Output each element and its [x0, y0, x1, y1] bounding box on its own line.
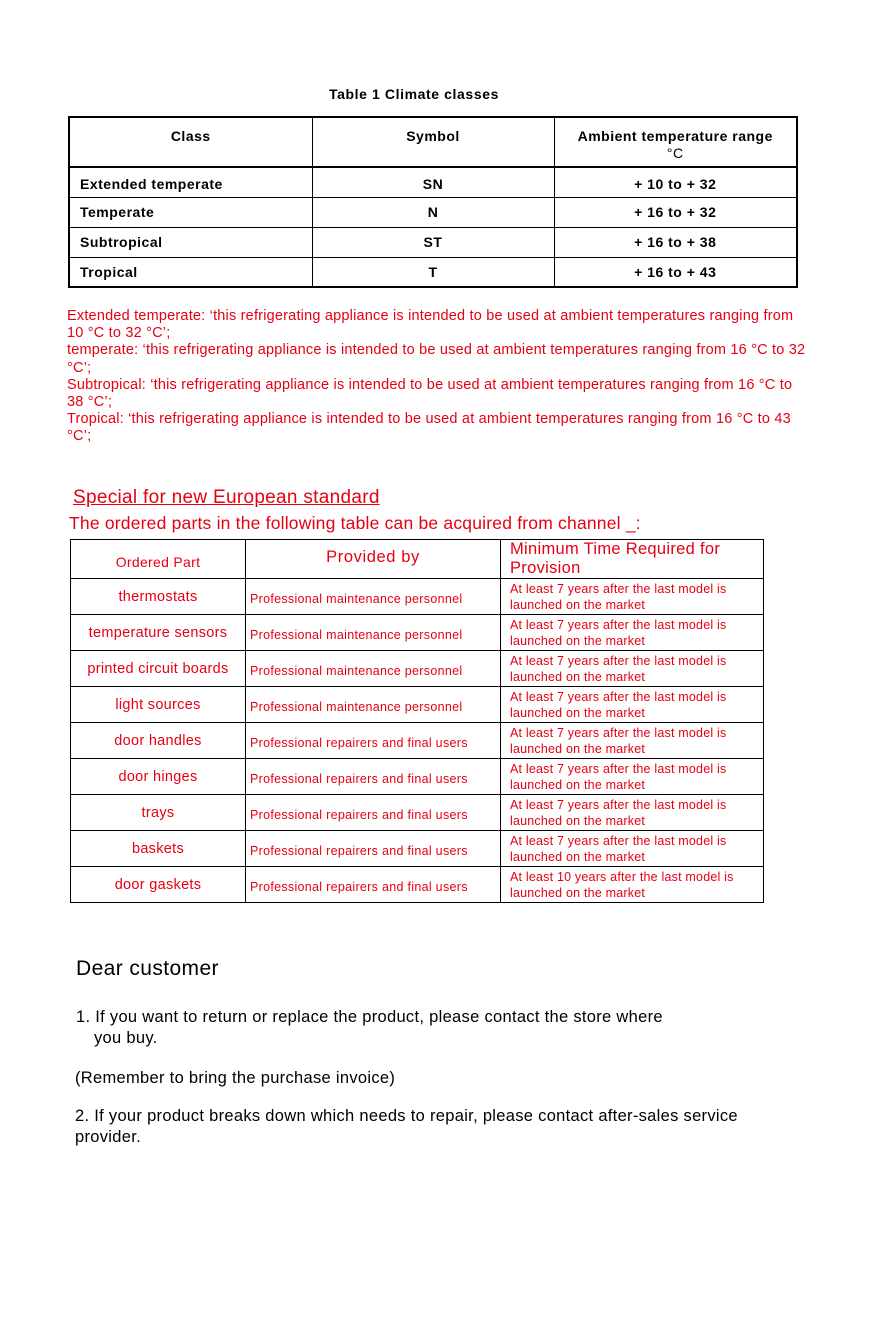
note-tropical: Tropical: ‘this refrigerating appliance is intended to be used at ambient temperatures ranging from 16 °C to 43 °C’;	[67, 411, 791, 445]
eu-standard-heading: Special for new European standard	[73, 487, 380, 508]
part-time: At least 7 years after the last model is launched on the market	[501, 795, 764, 831]
instruction-1-line-1: 1. If you want to return or replace the product, please contact the store where	[76, 1008, 663, 1026]
part-time: At least 10 years after the last model is launched on the market	[501, 867, 764, 903]
table-row	[69, 257, 797, 287]
class-name: Subtropical	[69, 227, 312, 257]
header-provided-by: Provided by	[246, 540, 501, 579]
part-provider: Professional maintenance personnel	[246, 579, 501, 615]
parts-body	[71, 579, 764, 903]
header-range-unit: °C	[666, 145, 684, 161]
part-name: thermostats	[71, 579, 246, 615]
note-subtropical: Subtropical: ‘this refrigerating appliance is intended to be used at ambient temperatures ranging from 16 °C to 38 °C’;	[67, 376, 793, 411]
climate-notes	[67, 308, 812, 446]
part-time: At least 7 years after the last model is launched on the market	[501, 615, 764, 651]
class-symbol: N	[312, 197, 554, 227]
climate-classes-table	[68, 116, 798, 288]
part-time: At least 7 years after the last model is launched on the market	[501, 759, 764, 795]
table-row	[71, 579, 764, 615]
table-row	[71, 723, 764, 759]
class-range: + 16 to + 38	[554, 227, 797, 257]
part-time: At least 7 years after the last model is launched on the market	[501, 723, 764, 759]
dear-customer-heading: Dear customer	[76, 957, 219, 980]
part-name: door gaskets	[71, 867, 246, 903]
part-provider: Professional repairers and final users	[246, 759, 501, 795]
table-row	[71, 795, 764, 831]
part-time: At least 7 years after the last model is launched on the market	[501, 579, 764, 615]
class-symbol: T	[312, 257, 554, 287]
part-name: temperature sensors	[71, 615, 246, 651]
table-row	[71, 615, 764, 651]
part-time: At least 7 years after the last model is launched on the market	[501, 831, 764, 867]
part-name: baskets	[71, 831, 246, 867]
part-provider: Professional repairers and final users	[246, 723, 501, 759]
header-minimum-time: Minimum Time Required for Provision	[501, 540, 764, 579]
part-provider: Professional repairers and final users	[246, 795, 501, 831]
table-row	[71, 687, 764, 723]
table-header-row	[69, 117, 797, 167]
table-row	[71, 651, 764, 687]
class-symbol: SN	[312, 167, 554, 197]
note-extended-temperate: Extended temperate: ‘this refrigerating appliance is intended to be used at ambient temperatures ranging from 10 °C to 32 °C’;	[67, 308, 794, 342]
parts-header-row	[71, 540, 764, 579]
part-name: light sources	[71, 687, 246, 723]
part-name: trays	[71, 795, 246, 831]
table-row	[69, 167, 797, 197]
part-provider: Professional repairers and final users	[246, 867, 501, 903]
instruction-return-replace	[76, 1007, 776, 1049]
header-symbol: Symbol	[312, 117, 554, 167]
table-row	[71, 831, 764, 867]
header-ordered-part: Ordered Part	[71, 540, 246, 579]
part-provider: Professional maintenance personnel	[246, 615, 501, 651]
class-name: Temperate	[69, 197, 312, 227]
part-name: printed circuit boards	[71, 651, 246, 687]
part-provider: Professional maintenance personnel	[246, 687, 501, 723]
class-range: + 16 to + 32	[554, 197, 797, 227]
part-time: At least 7 years after the last model is launched on the market	[501, 687, 764, 723]
class-symbol: ST	[312, 227, 554, 257]
table-row	[69, 197, 797, 227]
class-name: Extended temperate	[69, 167, 312, 197]
table-1-caption: Table 1 Climate classes	[329, 86, 499, 102]
header-range-label: Ambient temperature range	[577, 128, 773, 144]
part-name: door hinges	[71, 759, 246, 795]
class-name: Tropical	[69, 257, 312, 287]
class-range: + 10 to + 32	[554, 167, 797, 197]
table-row	[71, 867, 764, 903]
table-row	[69, 227, 797, 257]
header-range	[554, 117, 797, 167]
part-name: door handles	[71, 723, 246, 759]
table-row	[71, 759, 764, 795]
ordered-parts-table	[70, 539, 764, 903]
part-provider: Professional repairers and final users	[246, 831, 501, 867]
part-time: At least 7 years after the last model is launched on the market	[501, 651, 764, 687]
class-range: + 16 to + 43	[554, 257, 797, 287]
note-temperate: temperate: ‘this refrigerating appliance is intended to be used at ambient temperatures ranging from 16 °C to 32 °C’;	[67, 342, 806, 376]
header-class: Class	[69, 117, 312, 167]
part-provider: Professional maintenance personnel	[246, 651, 501, 687]
invoice-reminder: (Remember to bring the purchase invoice)	[75, 1069, 396, 1087]
instruction-1-line-2: you buy.	[94, 1029, 158, 1047]
instruction-repair: 2. If your product breaks down which needs to repair, please contact after-sales service provider.	[75, 1107, 738, 1146]
eu-standard-intro: The ordered parts in the following table can be acquired from channel _:	[69, 513, 641, 533]
